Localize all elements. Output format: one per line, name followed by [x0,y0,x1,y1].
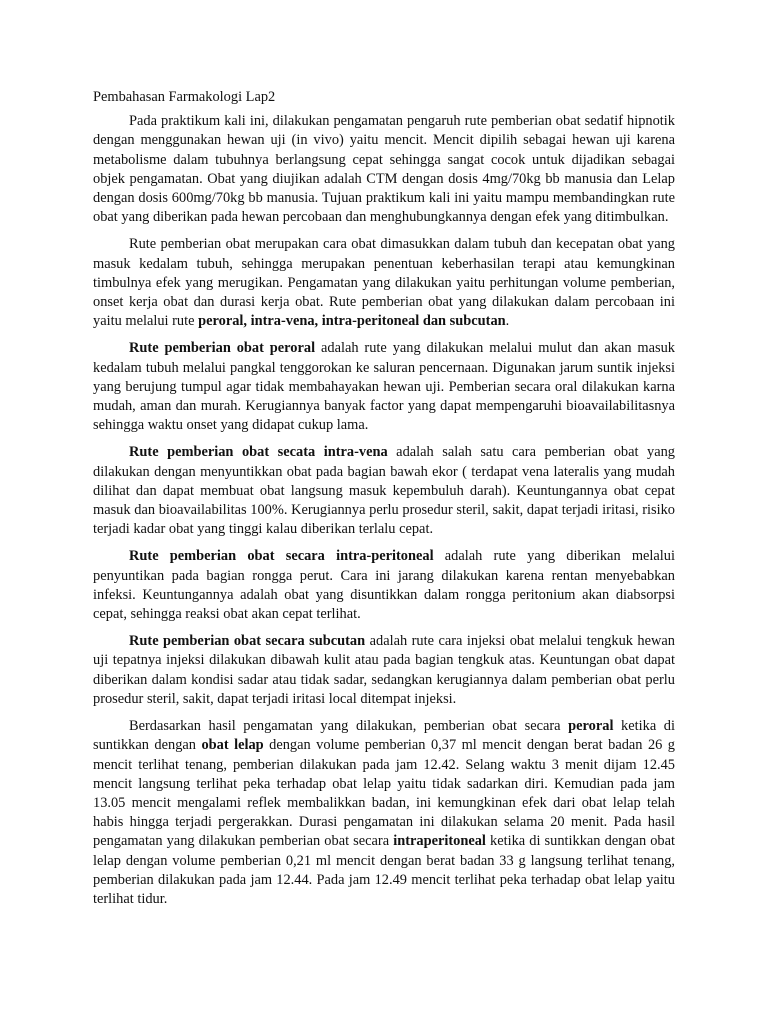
bold-text-run: obat lelap [201,737,264,754]
bold-text-run: Rute pemberian obat secata intra-vena [129,444,388,461]
bold-text-run: Rute pemberian obat peroral [129,340,316,357]
document-page [93,88,675,917]
paragraph [93,339,675,435]
text-run: adalah rute yang dilakukan melalui mulut dan akan masuk kedalam tubuh melalui pangkal tenggorokan ke saluran pencernaan. Digunakan jarum suntik injeksi yang berujung tumpul agar tidak membahayakan hewan uji. Pemberian secara oral dilakukan karna mudah, aman dan murah. Kerugiannya banyak factor yang dapat mempengaruhi bioavailabilitasnya sehingga waktu onset yang didapat cukup lama. [93,340,676,434]
text-run: ketika di suntikkan dengan obat lelap dengan volume pemberian 0,21 ml mencit dengan berat badan 33 g langsung terlihat tenang, pemberian dilakukan pada jam 12.44. Pada jam 12.49 mencit terlihat peka terhadap obat lelap yaitu terlihat tidur. [93,833,676,907]
text-run: Rute pemberian obat merupakan cara obat dimasukkan dalam tubuh dan kecepatan obat yang masuk kedalam tubuh, sehingga merupakan penentuan keberhasilan terapi atau kemungkinan timbulnya efek yang merugikan. Pengamatan yang dilakukan yaitu perhitungan volume pemberian, onset kerja obat dan durasi kerja obat. Rute pemberian obat yang dilakukan dalam percobaan ini yaitu melalui rute [93,236,675,330]
paragraph [93,547,675,624]
bold-text-run: peroral, intra-vena, intra-peritoneal dan subcutan [198,313,506,330]
text-run: . [505,313,510,330]
paragraph [93,632,675,709]
bold-text-run: intraperitoneal [393,833,486,850]
text-run: Pada praktikum kali ini, dilakukan pengamatan pengaruh rute pemberian obat sedatif hipnotik dengan menggunakan hewan uji (in vivo) yaitu mencit. Mencit dipilih sebagai hewan uji karena metabolisme dalam tubuhnya berlangsung cepat sehingga sangat cocok untuk dijadikan sebagai objek pengamatan. Obat yang diujikan adalah CTM dengan dosis 4mg/70kg bb manusia dan Lelap dengan dosis 600mg/70kg bb manusia. Tujuan praktikum kali ini yaitu mampu membandingkan rute obat yang diberikan pada hewan percobaan dan menghubungkannya dengan efek yang ditimbulkan. [93,113,675,226]
document-body [93,112,675,909]
text-run: Berdasarkan hasil pengamatan yang dilakukan, pemberian obat secara [129,718,569,735]
paragraph [93,235,675,331]
text-run: adalah rute yang diberikan melalui penyuntikan pada bagian rongga perut. Cara ini jarang dilakukan karena rentan menyebabkan infeksi. Keuntungannya adalah obat yang disuntikkan dalam rongga peritonium akan diabsorpsi cepat, sehingga reaksi obat akan cepat terlihat. [93,548,675,623]
paragraph [93,112,675,227]
paragraph [93,443,675,539]
bold-text-run: Rute pemberian obat secara intra-peritoneal [129,548,434,565]
text-run: adalah rute cara injeksi obat melalui tengkuk hewan uji tepatnya injeksi dilakukan dibawah kulit atau pada bagian tengkuk atas. Keuntungan obat dapat diberikan dalam kondisi sadar atau tidak sadar, sedangkan kerugiannya dalam pemberian obat perlu prosedur steril, sakit, dapat terjadi iritasi local ditempat injeksi. [93,633,675,707]
text-run: adalah salah satu cara pemberian obat yang dilakukan dengan menyuntikkan obat pada bagian bawah ekor ( terdapat vena lateralis yang mudah dilihat dan dapat membuat obat langsung masuk kepembuluh darah). Keuntungannya obat cepat masuk dan bioavailabilitas 100%. Kerugiannya perlu prosedur steril, sakit, dapat terjadi iritasi, risiko terjadi kadar obat yang tinggi kalau diberikan terlalu cepat. [93,444,675,538]
document-title: Pembahasan Farmakologi Lap2 [93,89,276,105]
bold-text-run: peroral [568,718,614,735]
text-run: ketika di suntikkan dengan [93,718,675,754]
paragraph [93,717,675,909]
bold-text-run: Rute pemberian obat secara subcutan [129,633,366,650]
text-run: dengan volume pemberian 0,37 ml mencit dengan berat badan 26 g mencit terlihat tenang, pemberian dilakukan pada jam 12.42. Selang waktu 3 menit dijam 12.45 mencit langsung terlihat peka terhadap obat lelap yaitu tidak sadarkan diri. Kemudian pada jam 13.05 mencit mengalami reflek membalikkan badan, ini kemungkinan efek dari obat lelap telah habis hingga terjadi pergerakkan. Durasi pengamatan ini dilakukan selama 20 menit. Pada hasil pengamatan yang dilakukan pemberian obat secara [93,737,675,850]
